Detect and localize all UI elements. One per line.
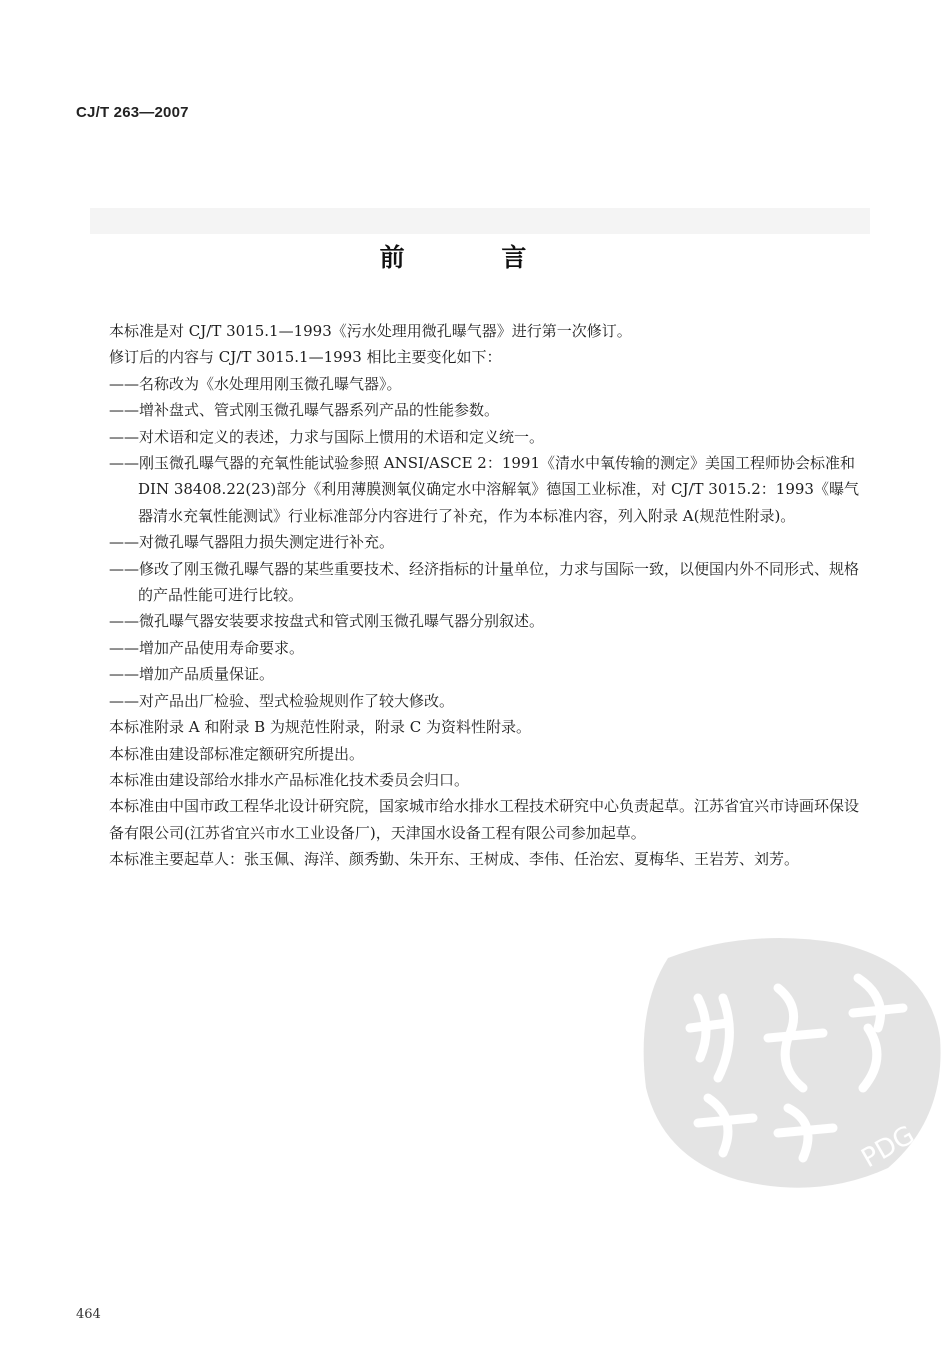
- list-item: ——名称改为《水处理用刚玉微孔曝气器》。: [109, 374, 402, 393]
- watermark-label: PDG: [856, 1120, 920, 1175]
- list-item: ——增加产品使用寿命要求。: [109, 638, 305, 657]
- paragraph: 本标准附录 A 和附录 B 为规范性附录，附录 C 为资料性附录。: [109, 718, 531, 737]
- paragraph: 本标准是对 CJ/T 3015.1—1993《污水处理用微孔曝气器》进行第一次修订。: [109, 322, 632, 340]
- paragraph: 本标准由建设部给水排水产品标准化技术委员会归口。: [109, 770, 470, 789]
- list-item: ——修改了刚玉微孔曝气器的某些重要技术、经济指标的计量单位，力求与国际一致，以便国内外不同形式、规格的产品性能可进行比较。: [109, 559, 860, 605]
- list-item: ——对术语和定义的表述，力求与国际上惯用的术语和定义统一。: [109, 427, 545, 446]
- page-title: 前 言: [379, 243, 571, 272]
- paragraph: 本标准主要起草人：张玉佩、海洋、颜秀勤、朱开东、王树成、李伟、任治宏、夏梅华、王岩芳、刘芳。: [109, 850, 800, 869]
- list-item: ——对产品出厂检验、型式检验规则作了较大修改。: [109, 691, 455, 710]
- list-item: ——对微孔曝气器阻力损失测定进行补充。: [109, 533, 395, 552]
- paragraph: 修订后的内容与 CJ/T 3015.1—1993 相比主要变化如下：: [109, 348, 502, 367]
- list-item: ——刚玉微孔曝气器的充氧性能试验参照 ANSI/ASCE 2：1991《清水中氧传输的测定》美国工程师协会标准和 DIN 38408.22(23)部分《利用薄膜测氧仪确定水中溶解氧》德国工业标准，对 CJ/T 3015.2：1993《曝气器清水充氧性能测试》行业标准部分内容进行了补充，作为本标准内容，列入附录 A(规范性附录)。: [109, 454, 859, 525]
- list-item: ——微孔曝气器安装要求按盘式和管式刚玉微孔曝气器分别叙述。: [109, 612, 545, 631]
- paragraph: 本标准由建设部标准定额研究所提出。: [109, 744, 365, 763]
- list-item: ——增加产品质量保证。: [109, 665, 275, 684]
- watermark-seal-icon: [628, 918, 948, 1198]
- page-number: 464: [76, 1307, 101, 1322]
- paragraph: 本标准由中国市政工程华北设计研究院，国家城市给水排水工程技术研究中心负责起草。江苏省宜兴市诗画环保设备有限公司(江苏省宜兴市水工业设备厂)，天津国水设备工程有限公司参加起草。: [109, 797, 860, 842]
- foreword-body: [109, 318, 869, 873]
- list-item: ——增补盘式、管式刚玉微孔曝气器系列产品的性能参数。: [109, 401, 500, 420]
- standard-code: CJ/T 263—2007: [76, 104, 189, 121]
